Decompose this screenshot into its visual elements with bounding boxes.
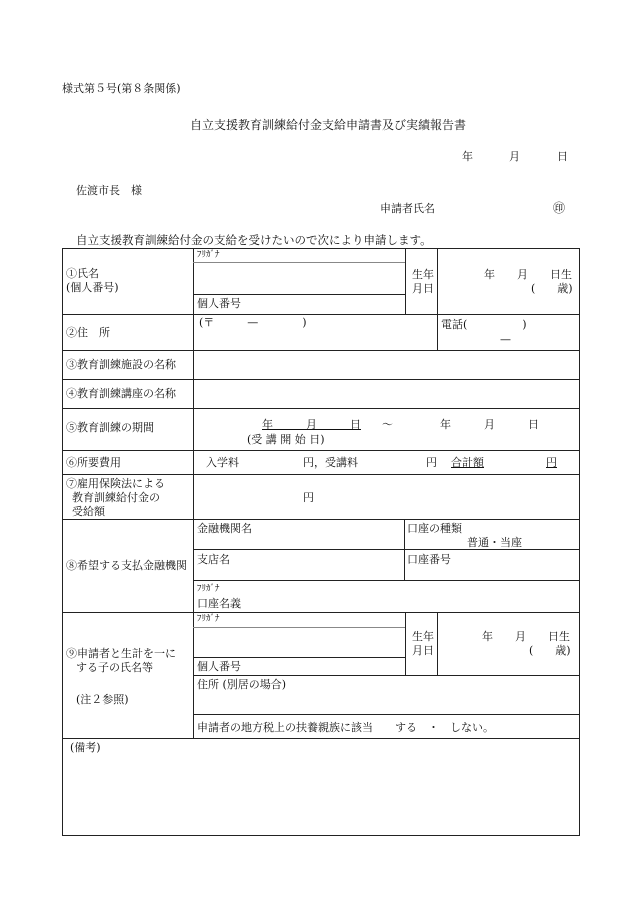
total-amount (451, 456, 569, 469)
addressee: 佐渡市長 様 (76, 184, 142, 197)
furigana-label: ﾌﾘｶﾞﾅ (197, 250, 220, 260)
holder-furigana: ﾌﾘｶﾞﾅ (197, 584, 220, 594)
bank-name-label: 金融機関名 (197, 522, 252, 535)
page-title: 自立支援教育訓練給付金支給申請書及び実績報告書 (190, 118, 467, 132)
branch-label: 支店名 (197, 553, 230, 566)
child-note: (注２参照) (76, 693, 129, 706)
bank-label: ⑧希望する支払金融機関 (66, 559, 187, 572)
intro-text: 自立支援教育訓練給付金の支給を受けたいので次により申請します。 (76, 233, 432, 247)
account-number-label: 口座番号 (407, 553, 451, 566)
name-field[interactable] (194, 263, 404, 293)
account-type-options[interactable]: 普通・当座 (467, 536, 522, 549)
child-dob-line: 年 月 日生 (482, 630, 570, 643)
period-start-note: (受 講 開 始 日) (247, 433, 325, 446)
remarks-field[interactable] (63, 756, 578, 834)
insurance-label-2: 教育訓練給付金の (72, 491, 160, 504)
period-label: ⑤教育訓練の期間 (66, 421, 154, 434)
name-label: ①氏名 (66, 267, 99, 280)
age: ( 歳) (531, 282, 573, 295)
account-type-label: 口座の種類 (407, 522, 462, 535)
tuition-fee: 円，受講料 (303, 456, 358, 469)
child-dob-label-1: 生年 (412, 630, 434, 643)
period-tilde: 〜 (382, 418, 393, 431)
dob-label-2: 月日 (412, 282, 434, 295)
total-label: 合計額 (451, 456, 484, 469)
facility-label: ③教育訓練施設の名称 (66, 358, 176, 371)
child-furigana: ﾌﾘｶﾞﾅ (197, 614, 220, 624)
phone-dash: — (500, 333, 511, 346)
insurance-label-1: ⑦雇用保険法による (66, 477, 165, 490)
tuition-yen: 円 (426, 456, 437, 469)
phone-label[interactable]: 電話( ) (441, 318, 527, 331)
period-end[interactable]: 年 月 日 (440, 418, 539, 431)
course-field[interactable] (194, 380, 578, 407)
remarks-label: (備考) (70, 741, 101, 754)
seal-mark: ㊞ (553, 201, 566, 215)
dob-label-1: 生年 (412, 268, 434, 281)
child-label-1: ⑨申請者と生計を一に (66, 647, 176, 660)
child-label-2: する子の氏名等 (76, 661, 153, 674)
cost-label: ⑥所要費用 (66, 456, 121, 469)
insurance-label-3: 受給額 (72, 505, 105, 518)
child-name-field[interactable] (194, 628, 404, 656)
date-day: 日 (557, 150, 568, 163)
date-year: 年 (462, 150, 473, 163)
date-month: 月 (509, 150, 520, 163)
applicant-name-label: 申請者氏名 (380, 202, 435, 215)
kojin-label: (個人番号) (66, 281, 119, 294)
form-number: 様式第５号(第８条関係) (62, 82, 181, 95)
course-label: ④教育訓練講座の名称 (66, 387, 176, 400)
child-address-label: 住所 (別居の場合) (197, 678, 287, 691)
period-start[interactable]: 年 月 日 (262, 418, 361, 431)
total-yen: 円 (546, 456, 557, 469)
facility-field[interactable] (194, 351, 578, 378)
account-holder-label: 口座名義 (197, 597, 241, 610)
child-kojin-label: 個人番号 (197, 660, 241, 673)
postal-code[interactable]: (〒 — ) (199, 316, 307, 329)
address-label: ②住 所 (66, 326, 110, 339)
child-dob-label-2: 月日 (412, 644, 434, 657)
dob-line: 年 月 日生 (484, 268, 572, 281)
dependent-statement: 申請者の地方税上の扶養親族に該当 する ・ しない。 (197, 721, 494, 734)
insurance-yen: 円 (303, 491, 314, 504)
child-age: ( 歳) (529, 644, 571, 657)
entrance-fee: 入学料 (206, 456, 239, 469)
kojin-number-label: 個人番号 (197, 297, 241, 310)
